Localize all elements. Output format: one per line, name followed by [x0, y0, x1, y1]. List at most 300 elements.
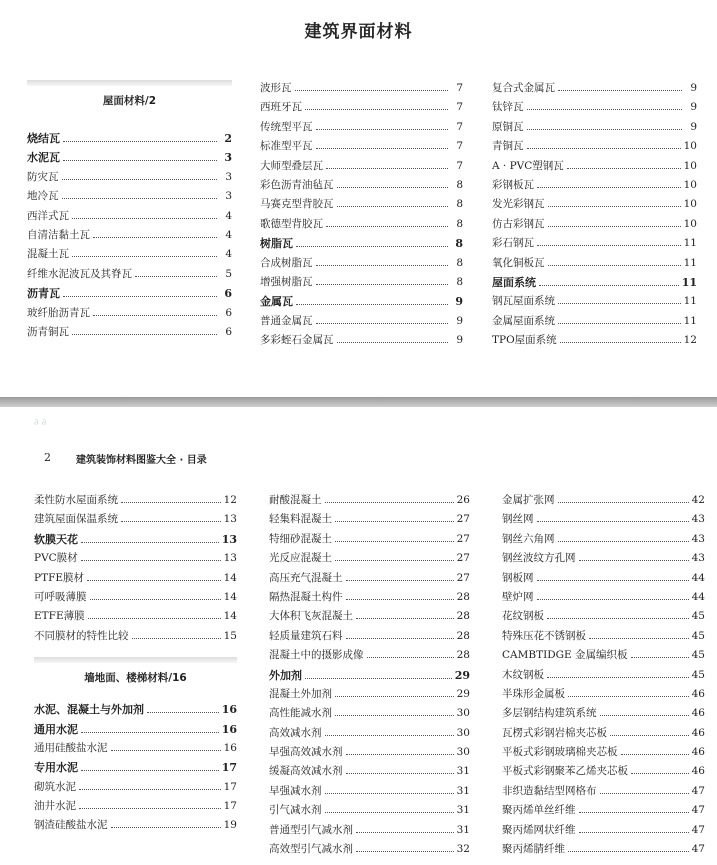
toc-entry-page: 46 — [691, 726, 705, 739]
toc-entry-page: 10 — [683, 198, 697, 211]
toc-entry — [34, 817, 237, 836]
toc-entry-page: 8 — [456, 198, 463, 211]
toc-entry-page: 2 — [224, 132, 232, 145]
dot-leader — [567, 168, 681, 169]
toc-entry — [269, 647, 470, 666]
toc-entry-title: 彩钢板瓦 — [492, 178, 534, 191]
toc-entry-page: 16 — [223, 741, 237, 754]
toc-entry — [492, 255, 697, 274]
toc-entry — [269, 705, 470, 724]
toc-entry-page: 11 — [683, 256, 697, 269]
toc-entry-title: 西洋式瓦 — [27, 209, 69, 222]
toc-entry-title: 多彩蛭石金属瓦 — [260, 334, 334, 347]
dot-leader — [568, 851, 689, 852]
toc-entry-title: PTFE膜材 — [34, 571, 85, 584]
toc-entry-title: 平板式彩钢玻璃棉夹芯板 — [502, 746, 618, 759]
toc-entry — [492, 158, 697, 177]
toc-entry-title: 青铜瓦 — [492, 140, 524, 153]
toc-column-top-3 — [492, 80, 697, 351]
dot-leader — [316, 148, 449, 149]
dot-leader — [335, 541, 454, 542]
dot-leader — [81, 732, 219, 733]
dot-leader — [337, 206, 449, 207]
toc-entry — [269, 511, 470, 530]
dot-leader — [63, 296, 217, 297]
toc-entry — [260, 99, 463, 118]
toc-entry — [260, 255, 463, 274]
toc-entry-page: 9 — [455, 295, 463, 309]
toc-entry-title: 增强树脂瓦 — [260, 275, 313, 288]
toc-entry-page: 30 — [456, 726, 470, 739]
toc-entry-title: 发光彩钢瓦 — [492, 198, 545, 211]
toc-entry-title: 混凝土中的摄影成像 — [269, 649, 364, 662]
toc-entry-title: 自清洁黏土瓦 — [27, 228, 90, 241]
toc-entry — [269, 686, 470, 705]
toc-entry-page: 12 — [683, 334, 697, 347]
dot-leader — [296, 246, 448, 247]
dot-leader — [316, 323, 449, 324]
dot-leader — [325, 735, 454, 736]
toc-entry-page: 43 — [691, 532, 705, 545]
toc-entry — [492, 235, 697, 254]
dot-leader — [305, 109, 448, 110]
dot-leader — [316, 284, 449, 285]
toc-entry-title: 普通型引气减水剂 — [269, 823, 353, 836]
toc-entry-page: 7 — [456, 159, 463, 172]
toc-entry — [260, 119, 463, 138]
dot-leader — [62, 198, 218, 199]
toc-entry — [34, 589, 237, 608]
toc-entry-page: 29 — [456, 687, 470, 700]
toc-entry-title: 防灾瓦 — [27, 170, 59, 183]
toc-entry-title: 可呼吸薄膜 — [34, 590, 87, 603]
toc-entry-title: 玻纤胎沥青瓦 — [27, 306, 90, 319]
toc-entry-title: 轻集料混凝土 — [269, 513, 332, 526]
toc-entry — [502, 531, 705, 550]
toc-entry — [492, 313, 697, 332]
toc-entry-page: 8 — [456, 256, 463, 269]
toc-entry-title: 地冷瓦 — [27, 190, 59, 203]
dot-leader — [527, 129, 683, 130]
toc-entry-title: 通用硅酸盐水泥 — [34, 741, 108, 754]
toc-entry-page: 8 — [456, 217, 463, 230]
dot-leader — [600, 793, 689, 794]
dot-leader — [346, 773, 454, 774]
toc-entry-page: 47 — [691, 843, 705, 856]
toc-list — [502, 492, 705, 860]
toc-entry — [27, 208, 232, 227]
toc-entry-page: 7 — [456, 120, 463, 133]
dot-leader — [147, 712, 219, 713]
toc-entry-title: 树脂瓦 — [260, 237, 293, 251]
toc-entry — [502, 686, 705, 705]
toc-entry-title: 钢丝网 — [502, 513, 534, 526]
toc-entry — [269, 550, 470, 569]
toc-entry — [34, 779, 237, 798]
dot-leader — [356, 832, 454, 833]
toc-entry-page: 30 — [456, 707, 470, 720]
toc-entry — [502, 608, 705, 627]
toc-entry-title: TPO屋面系统 — [492, 334, 557, 347]
toc-list — [269, 492, 470, 860]
dot-leader — [93, 315, 217, 316]
running-head: 建筑装饰材料图鉴大全 · 目录 — [76, 455, 207, 466]
toc-entry-page: 8 — [455, 237, 463, 251]
dot-leader — [631, 657, 689, 658]
toc-entry-page: 4 — [225, 228, 232, 241]
toc-entry — [502, 744, 705, 763]
toc-entry — [269, 492, 470, 511]
dot-leader — [62, 179, 218, 180]
dot-leader — [548, 226, 681, 227]
toc-entry-page: 11 — [683, 314, 697, 327]
toc-entry — [260, 332, 463, 351]
toc-entry — [269, 608, 470, 627]
toc-entry-title: 纤维水泥波瓦及其脊瓦 — [27, 267, 132, 280]
toc-entry-page: 17 — [223, 800, 237, 813]
toc-entry — [34, 570, 237, 589]
toc-entry — [27, 266, 232, 285]
toc-entry-page: 31 — [456, 784, 470, 797]
toc-entry-page: 46 — [691, 707, 705, 720]
toc-entry-page: 28 — [456, 610, 470, 623]
toc-list — [492, 80, 697, 351]
dot-leader — [589, 638, 689, 639]
toc-entry-title: 通用水泥 — [34, 722, 78, 736]
toc-entry — [260, 293, 463, 312]
toc-entry-page: 13 — [221, 532, 237, 546]
toc-entry — [492, 119, 697, 138]
section-label: 屋面材料/2 — [102, 95, 157, 107]
toc-entry — [27, 130, 232, 149]
toc-entry-page: 42 — [691, 494, 705, 506]
toc-entry-page: 28 — [456, 590, 470, 603]
toc-entry-page: 5 — [225, 267, 232, 280]
toc-entry-title: 普通金属瓦 — [260, 314, 313, 327]
toc-entry — [260, 216, 463, 235]
toc-entry-page: 26 — [456, 494, 470, 506]
toc-list — [34, 701, 237, 837]
toc-entry-title: 钢板网 — [502, 571, 534, 584]
dot-leader — [346, 599, 454, 600]
toc-entry-page: 45 — [691, 649, 705, 662]
toc-entry-title: 隔热混凝土构件 — [269, 590, 343, 603]
toc-entry-title: 砌筑水泥 — [34, 780, 76, 793]
dot-leader — [316, 265, 449, 266]
dot-leader — [111, 750, 221, 751]
toc-entry-title: 聚丙烯网状纤维 — [502, 823, 576, 836]
toc-entry-page: 9 — [456, 314, 463, 327]
toc-entry-title: 木纹钢板 — [502, 668, 544, 681]
toc-entry-title: ETFE薄膜 — [34, 610, 85, 623]
toc-entry-title: 缓凝高效减水剂 — [269, 765, 343, 778]
toc-entry — [27, 188, 232, 207]
toc-entry-title: 氧化铜板瓦 — [492, 256, 545, 269]
toc-entry-page: 14 — [223, 610, 237, 623]
toc-entry-page: 45 — [691, 668, 705, 681]
toc-entry-title: 钢丝波纹方孔网 — [502, 552, 576, 565]
toc-entry-title: 不同膜材的特性比较 — [34, 629, 129, 642]
toc-entry — [269, 570, 470, 589]
toc-entry-page: 30 — [456, 746, 470, 759]
toc-entry-title: 水泥瓦 — [27, 151, 60, 165]
toc-entry — [27, 227, 232, 246]
toc-entry — [492, 274, 697, 293]
toc-entry-title: 特细砂混凝土 — [269, 532, 332, 545]
toc-entry — [27, 285, 232, 304]
section-label: 墙地面、楼梯材料/16 — [84, 672, 187, 685]
dot-leader — [527, 109, 683, 110]
dot-leader — [93, 237, 217, 238]
dot-leader — [111, 827, 221, 828]
dot-leader — [79, 808, 221, 809]
toc-list — [260, 80, 463, 351]
dot-leader — [81, 770, 219, 771]
dot-leader — [88, 618, 221, 619]
toc-entry-page: 47 — [691, 804, 705, 817]
toc-entry-title: 金属扩张网 — [502, 494, 555, 506]
toc-entry-title: 早强减水剂 — [269, 784, 322, 797]
toc-entry — [502, 763, 705, 782]
toc-entry-title: 烧结瓦 — [27, 132, 60, 145]
toc-entry-title: 彩石钢瓦 — [492, 237, 534, 250]
dot-leader — [337, 187, 449, 188]
toc-entry-page: 44 — [691, 571, 705, 584]
toc-entry-page: 7 — [456, 82, 463, 94]
toc-entry-title: 专用水泥 — [34, 761, 78, 775]
dot-leader — [72, 334, 217, 335]
toc-entry-title: PVC膜材 — [34, 552, 78, 565]
toc-entry-title: 标准型平瓦 — [260, 140, 313, 153]
toc-entry-page: 29 — [454, 668, 470, 682]
dot-leader — [295, 90, 449, 91]
toc-entry-title: 彩色沥青油毡瓦 — [260, 178, 334, 191]
toc-entry-page: 47 — [691, 784, 705, 797]
toc-entry-page: 4 — [225, 248, 232, 261]
toc-entry-page: 14 — [223, 590, 237, 603]
toc-entry — [34, 608, 237, 627]
toc-entry-title: 高效型引气减水剂 — [269, 843, 353, 856]
toc-entry-title: 光反应混凝土 — [269, 552, 332, 565]
dot-leader — [547, 618, 689, 619]
toc-entry-title: CAMBTIDGE 金属编织板 — [502, 649, 628, 662]
toc-entry — [502, 725, 705, 744]
dot-leader — [558, 303, 681, 304]
toc-entry-page: 17 — [223, 780, 237, 793]
toc-entry-page: 45 — [691, 629, 705, 642]
toc-entry — [269, 531, 470, 550]
section-heading — [27, 80, 232, 110]
toc-entry-page: 6 — [225, 306, 232, 319]
toc-entry-title: 耐酸混凝土 — [269, 494, 322, 506]
toc-entry — [260, 177, 463, 196]
toc-entry-title: 高压充气混凝土 — [269, 571, 343, 584]
toc-entry-title: 波形瓦 — [260, 82, 292, 94]
dot-leader — [121, 521, 221, 522]
toc-entry — [260, 80, 463, 99]
dot-leader — [548, 206, 681, 207]
toc-entry-page: 16 — [221, 722, 237, 736]
toc-entry-title: 金属屋面系统 — [492, 314, 555, 327]
toc-entry — [492, 177, 697, 196]
dot-leader — [568, 696, 689, 697]
toc-entry-title: 高效减水剂 — [269, 726, 322, 739]
toc-entry-page: 9 — [690, 120, 697, 133]
toc-entry-page: 8 — [456, 275, 463, 288]
toc-entry — [502, 783, 705, 802]
toc-entry — [502, 492, 705, 511]
toc-entry — [269, 744, 470, 763]
toc-entry-title: 混凝土外加剂 — [269, 687, 332, 700]
dot-leader — [326, 226, 448, 227]
toc-entry-page: 8 — [456, 178, 463, 191]
toc-entry-page: 27 — [456, 571, 470, 584]
dot-leader — [335, 696, 454, 697]
toc-entry-page: 16 — [221, 703, 237, 717]
dot-leader — [547, 677, 689, 678]
toc-entry — [502, 822, 705, 841]
toc-entry-title: 原铜瓦 — [492, 120, 524, 133]
dot-leader — [537, 599, 689, 600]
toc-entry-title: 钢瓦屋面系统 — [492, 295, 555, 308]
toc-column-top-2 — [260, 80, 463, 351]
toc-entry-page: 3 — [225, 190, 232, 203]
toc-entry-title: 外加剂 — [269, 668, 302, 682]
toc-entry — [502, 550, 705, 569]
toc-entry — [269, 589, 470, 608]
dot-leader — [579, 832, 689, 833]
toc-entry-page: 15 — [223, 629, 237, 642]
toc-entry — [260, 138, 463, 157]
dot-leader — [135, 276, 217, 277]
toc-entry-page: 10 — [683, 178, 697, 191]
toc-entry-title: 瓦楞式彩钢岩棉夹芯板 — [502, 726, 607, 739]
toc-entry-page: 28 — [456, 629, 470, 642]
dot-leader — [63, 160, 217, 161]
dot-leader — [326, 168, 448, 169]
toc-entry-page: 13 — [223, 513, 237, 526]
toc-entry-page: 10 — [683, 140, 697, 153]
dot-leader — [558, 323, 681, 324]
dot-leader — [325, 793, 454, 794]
toc-entry-title: 壁炉网 — [502, 590, 534, 603]
toc-entry-title: 非织造黏结型网格布 — [502, 784, 597, 797]
dot-leader — [90, 599, 221, 600]
dot-leader — [337, 342, 449, 343]
toc-entry — [269, 667, 470, 686]
toc-entry — [502, 841, 705, 860]
dot-leader — [537, 521, 689, 522]
toc-entry — [492, 138, 697, 157]
dot-leader — [316, 129, 449, 130]
toc-entry-page: 3 — [224, 151, 232, 165]
dot-leader — [305, 678, 452, 679]
toc-entry-title: 混凝土瓦 — [27, 248, 69, 261]
toc-entry-page: 32 — [456, 843, 470, 856]
dot-leader — [346, 754, 454, 755]
toc-entry — [34, 740, 237, 759]
toc-entry-title: 特殊压花不锈钢板 — [502, 629, 586, 642]
toc-entry — [269, 802, 470, 821]
section-heading — [34, 657, 237, 687]
toc-entry-title: 柔性防水屋面系统 — [34, 494, 118, 506]
dot-leader — [539, 285, 679, 286]
toc-entry-title: 花纹钢板 — [502, 610, 544, 623]
dot-leader — [579, 812, 689, 813]
toc-entry-page: 17 — [221, 761, 237, 775]
toc-entry — [34, 628, 237, 647]
dot-leader — [537, 245, 681, 246]
toc-entry-page: 3 — [225, 170, 232, 183]
toc-entry-page: 31 — [456, 765, 470, 778]
toc-entry-title: 屋面系统 — [492, 275, 536, 289]
dot-leader — [356, 851, 454, 852]
dot-leader — [558, 541, 689, 542]
toc-entry-title: 西班牙瓦 — [260, 101, 302, 114]
dot-leader — [631, 773, 689, 774]
dot-leader — [63, 141, 217, 142]
toc-entry — [27, 305, 232, 324]
toc-column-bottom-1 — [34, 492, 237, 837]
toc-entry — [502, 628, 705, 647]
toc-entry-title: 仿古彩钢瓦 — [492, 217, 545, 230]
toc-entry-title: 歌德型背胶瓦 — [260, 217, 323, 230]
toc-entry — [27, 149, 232, 168]
toc-entry — [260, 158, 463, 177]
toc-list — [27, 130, 232, 343]
dot-leader — [579, 560, 689, 561]
toc-entry — [502, 511, 705, 530]
dot-leader — [356, 618, 454, 619]
toc-entry-page: 11 — [681, 275, 697, 289]
toc-entry-page: 44 — [691, 590, 705, 603]
toc-entry-title: 马赛克型背胶瓦 — [260, 198, 334, 211]
toc-entry — [260, 235, 463, 254]
toc-entry — [34, 511, 237, 530]
toc-column-top-1 — [27, 80, 232, 343]
toc-entry-title: 早强高效减水剂 — [269, 746, 343, 759]
toc-entry — [269, 628, 470, 647]
toc-entry-page: 7 — [456, 101, 463, 114]
dot-leader — [621, 754, 689, 755]
dot-leader — [560, 342, 681, 343]
dot-leader — [346, 580, 454, 581]
toc-entry — [34, 550, 237, 569]
toc-entry — [492, 99, 697, 118]
toc-entry — [260, 313, 463, 332]
toc-entry — [34, 531, 237, 550]
toc-entry — [260, 196, 463, 215]
toc-entry-page: 28 — [456, 649, 470, 662]
dot-leader — [335, 560, 454, 561]
toc-entry-title: 传统型平瓦 — [260, 120, 313, 133]
toc-entry-title: 聚丙烯腈纤维 — [502, 843, 565, 856]
toc-entry-title: 合成树脂瓦 — [260, 256, 313, 269]
toc-entry — [269, 822, 470, 841]
toc-entry-page: 9 — [690, 82, 697, 94]
dot-leader — [81, 542, 219, 543]
dot-leader — [558, 90, 682, 91]
toc-entry-page: 47 — [691, 823, 705, 836]
toc-entry-page: 6 — [224, 287, 232, 301]
toc-entry — [27, 169, 232, 188]
dot-leader — [548, 265, 681, 266]
toc-entry-title: 轻质量建筑石料 — [269, 629, 343, 642]
dot-leader — [81, 560, 221, 561]
toc-entry — [502, 589, 705, 608]
bleed-through-mark: ∂ ∂ — [34, 418, 47, 428]
toc-entry-title: 多层钢结构建筑系统 — [502, 707, 597, 720]
